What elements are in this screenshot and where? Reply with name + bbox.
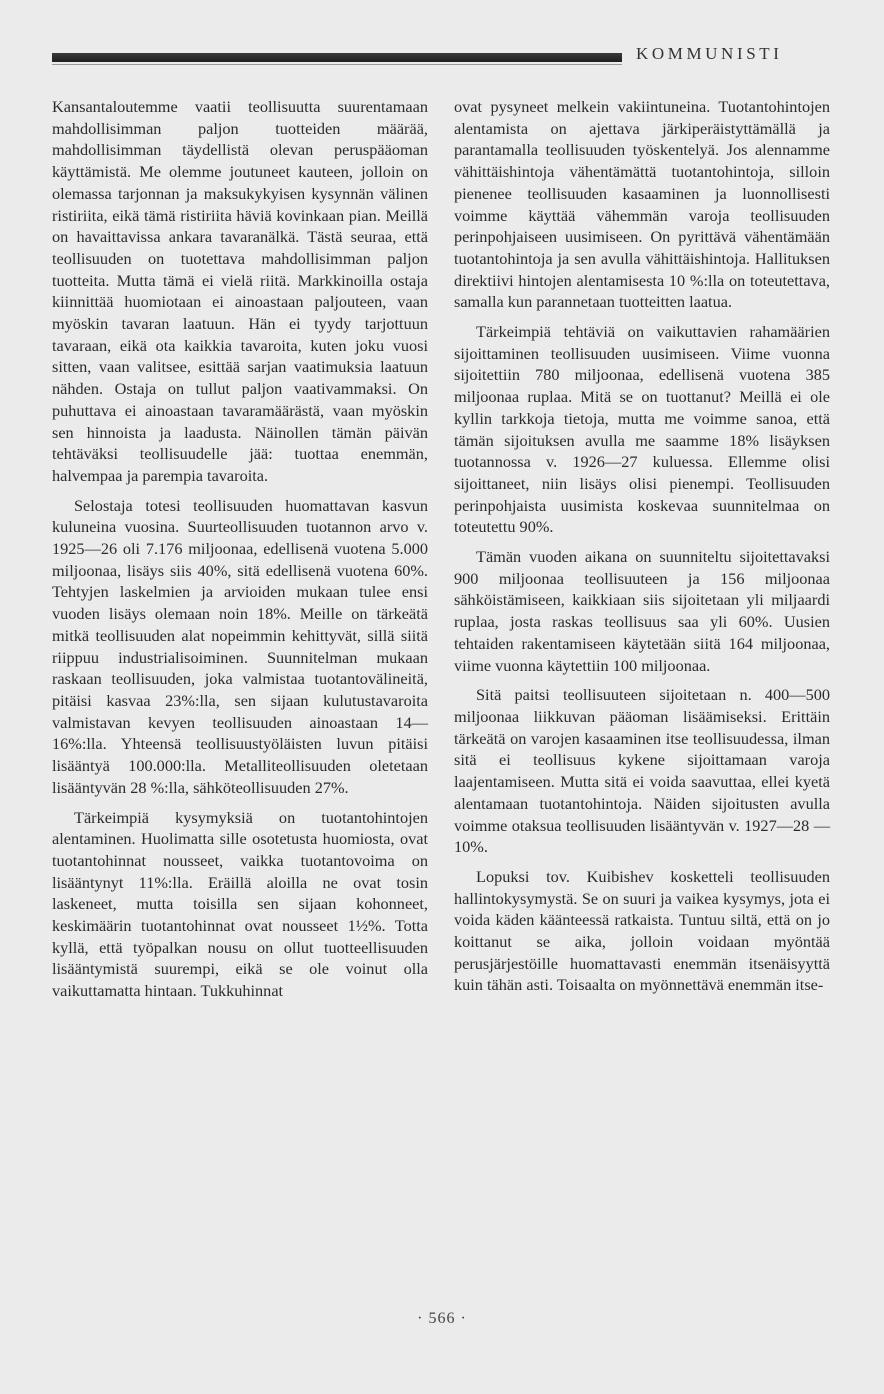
right-column [454,96,830,996]
left-column [52,96,428,1002]
paragraph: Lopuksi tov. Kuibishev kosketteli teollisuuden hallintokysymystä. Se on suuri ja vaikea kysymys, jota ei voida käden käänteessä ratkaista. Tuntuu siltä, että on jo koittanut se aika, jolloin voidaan myöntää perusjärjestöille huomattavasti enemmän itsenäisyyttä kuin tähän asti. Toisaalta on myönnettävä enemmän itse- [454,866,830,995]
paragraph: Sitä paitsi teollisuuteen sijoitetaan n. 400—500 miljoonaa liikkuvan pääoman lisäämiseksi. Erittäin tärkeätä on varojen kasaaminen itse teollisuudessa, ilman sitä ei teollisuus kykene sijoittamaan varoja laajentamiseen. Mutta sitä ei voida saavuttaa, ellei kyetä alentamaan tuotantohintoja. Näiden sijoitusten avulla voimme otaksua teollisuuden lisääntyvän v. 1927—28 —10%. [454,685,830,857]
header-rule-thin [52,64,622,65]
paragraph: ovat pysyneet melkein vakiintuneina. Tuotantohintojen alentamista on ajettava järkiperäistyttämällä ja parantamalla teollisuuden työskentelyä. Jos alennamme vähittäishintoja vähentämättä tuotantohintoja, silloin pienenee teollisuuden kasaaminen ja luonnollisesti voimme käyttää vähemmän varoja teollisuuden perinpohjaiseen uusimiseen. On pyrittävä vähentämään tuotantohintoja ja sen avulla vähittäishintoja. Hallituksen direktiivi hintojen alentamisesta 10 %:lla on toteutettava, samalla kun parannetaan tuotteitten laatua. [454,97,830,312]
paragraph: Tämän vuoden aikana on suunniteltu sijoitettavaksi 900 miljoonaa teollisuuteen ja 156 miljoonaa sähköistämiseen, kaikkiaan siis sijoitetaan yli miljaardi ruplaa, josta raskas teollisuus saa yli 60%. Uusien tehtaiden rakentamiseen käytetään siitä 164 miljoonaa, viime vuonna käytettiin 100 miljoonaa. [454,547,830,675]
paragraph: Tärkeimpiä tehtäviä on vaikuttavien rahamäärien sijoittaminen teollisuuden uusimiseen. Viime vuonna sijoitettiin 780 miljoonaa, edellisenä vuotena 385 miljoonaa ruplaa. Mitä se on tuottanut? Meillä ei ole kyllin tarkkoja tietoja, mutta me voimme sanoa, että tämän sijoituksen avulla me saamme 18% lisäyksen tuotannossa v. 1926—27 kuluessa. Ellemme olisi sijoittaneet, niin lisäys olisi pienempi. Teollisuuden perinpohjaista uusimista koskevaa suunnitelmaa on toteutettu 90%. [454,322,830,537]
running-title: KOMMUNISTI [636,44,783,63]
header-rule [52,53,622,62]
paragraph: Selostaja totesi teollisuuden huomattavan kasvun kuluneina vuosina. Suurteollisuuden tuotannon arvo v. 1925—26 oli 7.176 miljoonaa, edellisenä vuotena 5.000 miljoonaa, lisäys siis 40%, sitä edellisenä vuotena 60%. Tehtyjen laskelmien ja arvioiden mukaan tulee ensi vuoden lisäys olemaan noin 18%. Meille on tärkeätä mitkä teollisuuden alat nopeimmin kehittyvät, sillä siitä riippuu industrialisoiminen. Suunnitelman mukaan raskaan teollisuuden, joka valmistaa tuotantovälineitä, pitäisi kasvaa 23%:lla, sen sijaan kulutustavaroita valmistavan kevyen teollisuuden ainoastaan 14—16%:lla. Yhteensä teollisuustyöläisten luvun pitäisi lisääntyä 100.000:lla. Metalliteollisuuden oletetaan lisääntyvän 28 %:lla, sähköteollisuuden 27%. [52,495,428,797]
page-number: · 566 · [417,1310,467,1327]
paragraph: Kansantaloutemme vaatii teollisuutta suurentamaan mahdollisimman paljon tuotteiden määrää, mahdollisimman täydellistä olevan peruspääoman käyttämistä. Me olemme joutuneet kauteen, jolloin on olemassa tarjonnan ja maksukykyisen kysynnän välinen ristiriita, eikä tämä ristiriita häviä kovinkaan pian. Meillä on havaittavissa ankara tavaranälkä. Tästä seuraa, että teollisuuden on tuotettava mahdollisimman paljon tuotteita. Mutta tämä ei vielä riitä. Markkinoilla ostaja kiinnittää huomiotaan ei ainoastaan paljouteen, vaan myöskin tavaran laatuun. Hän ei tyydy tarjottuun tavaraan, eikä ota kaikkia tavaroita, kuten joku vuosi sitten, vaan valitsee, esittää sarjan vaatimuksia laatuun nähden. Ostaja on tullut paljon vaativammaksi. On puhuttava ei ainoastaan tavaramäärästä, vaan myöskin sen hinnoista ja laadusta. Näinollen tämän päivän tehtäväksi teollisuudelle jää: tuottaa enemmän, halvempaa ja parempia tavaroita. [52,97,428,485]
paragraph: Tärkeimpiä kysymyksiä on tuotantohintojen alentaminen. Huolimatta sille osotetusta huomiosta, ovat tuotantohinnat nousseet, vaikka tuotantovoima on lisääntynyt 11%:lla. Eräillä aloilla ne ovat tosin laskeneet, mutta toisilla sen sijaan kohonneet, keskimäärin tuotantohinnat ovat nousseet 1½%. Totta kyllä, että työpalkan nousu on ollut tuotteellisuuden lisääntymistä suurempi, eikä se ole voinut olla vaikuttamatta hintaan. Tukkuhinnat [52,807,428,1001]
